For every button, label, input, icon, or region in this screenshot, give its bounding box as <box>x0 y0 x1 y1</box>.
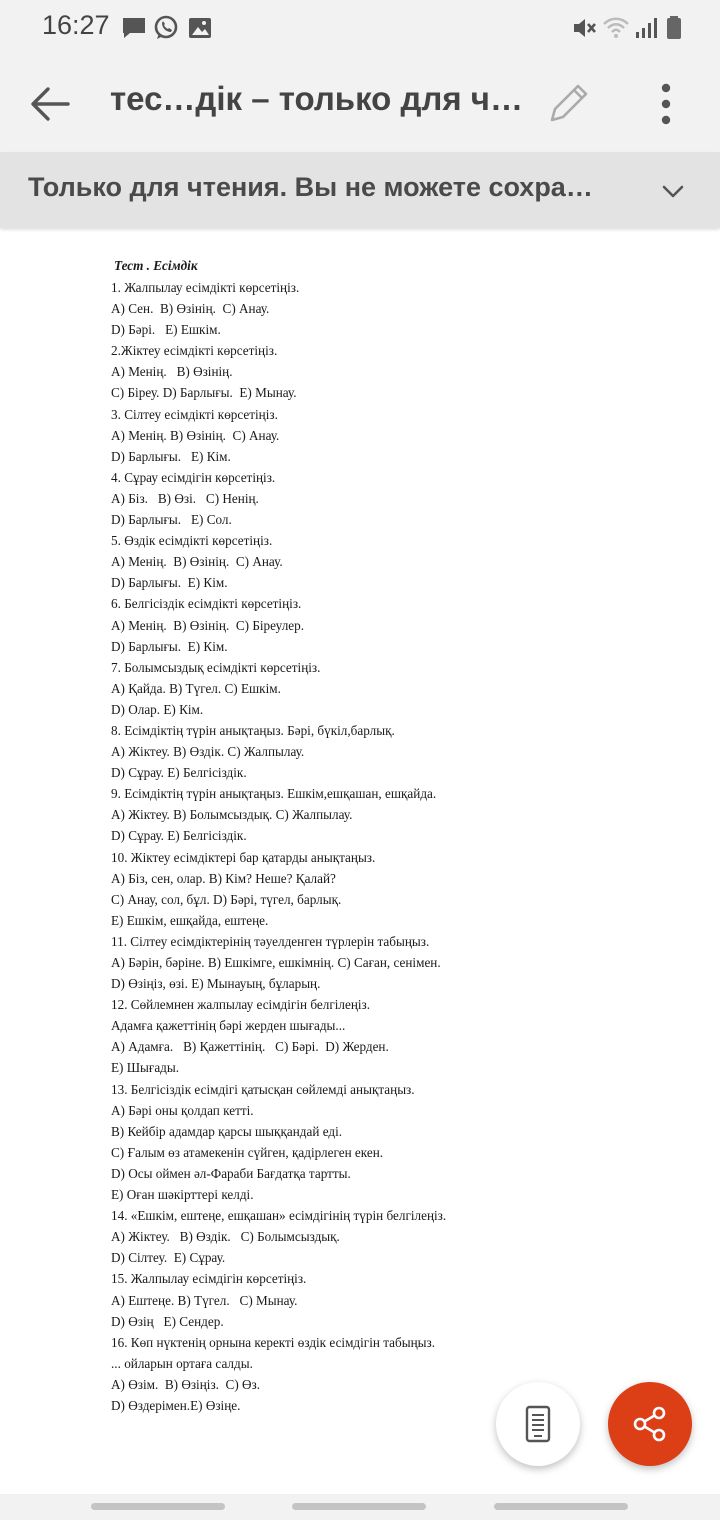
message-icon <box>120 14 148 42</box>
document-line: 14. «Ешкім, ештеңе, ешқашан» есімдігінің түрін белгілеңіз. <box>111 1208 447 1224</box>
wifi-icon <box>602 14 630 42</box>
document-line: A) Ештеңе. B) Түгел. C) Мынау. <box>111 1292 298 1308</box>
nav-recents-button[interactable] <box>91 1503 225 1510</box>
document-line: D) Өзің E) Сендер. <box>111 1313 224 1329</box>
document-line: A) Жіктеу. B) Өздік. C) Болымсыздық. <box>111 1229 340 1245</box>
document-line: A) Бәрі оны қолдап кетті. <box>111 1102 254 1118</box>
document-heading: Тест . Есімдік <box>114 258 198 273</box>
document-line: 11. Сілтеу есімдіктерінің тәуелденген түрлерін табыңыз. <box>111 933 430 949</box>
document-line: C) Анау, сол, бұл. D) Бәрі, түгел, барлық. <box>111 891 342 907</box>
arrow-left-icon[interactable] <box>22 78 78 130</box>
battery-icon <box>660 14 688 42</box>
document-line: D) Осы оймен әл-Фараби Бағдатқа тартты. <box>111 1165 351 1181</box>
document-line: 10. Жіктеу есімдіктері бар қатарды анықтаңыз. <box>111 849 376 865</box>
document-line: D) Бәрі. E) Ешкім. <box>111 322 221 338</box>
document-line: D) Олар. E) Кім. <box>111 701 204 717</box>
document-line: 15. Жалпылау есімдігін көрсетіңіз. <box>111 1271 307 1287</box>
document-line: 13. Белгісіздік есімдігі қатысқан сөйлемді анықтаңыз. <box>111 1081 415 1097</box>
document-line: E) Ешкім, ешқайда, ештеңе. <box>111 912 269 928</box>
document-line: A) Менің. B) Өзінің. C) Анау. <box>111 427 280 443</box>
document-line: A) Өзім. B) Өзіңіз. C) Өз. <box>111 1376 261 1392</box>
document-line: D) Сілтеу. E) Сұрау. <box>111 1250 226 1266</box>
more-vert-icon[interactable] <box>646 78 686 130</box>
document-line: Адамға қажеттінің бәрі жерден шығады... <box>111 1018 346 1034</box>
document-line: 7. Болымсыздық есімдікті көрсетіңіз. <box>111 659 321 675</box>
signal-icon <box>632 14 660 42</box>
document-line: 16. Көп нүктенің орнына керекті өздік есімдігін табыңыз. <box>111 1334 436 1350</box>
banner-text: Только для чтения. Вы не можете сохра… <box>28 172 593 202</box>
pencil-icon[interactable] <box>544 78 594 128</box>
document-line: 9. Есімдіктің түрін анықтаңыз. Ешкім,ешқашан, ешқайда. <box>111 786 437 802</box>
document-line: D) Сұрау. E) Белгісіздік. <box>111 765 247 781</box>
document-line: A) Қайда. B) Түгел. C) Ешкім. <box>111 680 281 696</box>
status-time: 16:27 <box>42 10 110 40</box>
read-only-banner[interactable] <box>0 152 720 228</box>
document-line: B) Кейбір адамдар қарсы шыққандай еді. <box>111 1123 343 1139</box>
document-line: E) Оған шәкірттері келді. <box>111 1187 254 1203</box>
mute-icon <box>570 14 598 42</box>
document-line: D) Өздерімен.E) Өзіңе. <box>111 1397 241 1413</box>
document-line: 8. Есімдіктің түрін анықтаңыз. Бәрі, бүкіл,барлық. <box>111 722 395 738</box>
document-line: D) Барлығы. E) Сол. <box>111 512 232 528</box>
document-line: A) Адамға. B) Қажеттінің. C) Бәрі. D) Жерден. <box>111 1039 389 1055</box>
document-line: D) Барлығы. E) Кім. <box>111 638 228 654</box>
app-bar <box>0 56 720 152</box>
system-nav-bar <box>0 1494 720 1520</box>
share-button[interactable] <box>608 1382 692 1466</box>
document-line: A) Жіктеу. B) Өздік. C) Жалпылау. <box>111 744 305 760</box>
document-line: 3. Сілтеу есімдікті көрсетіңіз. <box>111 406 278 422</box>
document-line: 5. Өздік есімдікті көрсетіңіз. <box>111 533 273 549</box>
document-line: ... ойларын ортаға салды. <box>111 1355 253 1371</box>
document-line: A) Біз. B) Өзі. C) Ненің. <box>111 490 259 506</box>
document-line: E) Шығады. <box>111 1060 180 1076</box>
document-line: A) Менің. B) Өзінің. <box>111 364 233 380</box>
document-title: тес…дік – только для ч… <box>110 80 523 117</box>
whatsapp-icon <box>152 14 180 42</box>
document-line: 6. Белгісіздік есімдікті көрсетіңіз. <box>111 596 302 612</box>
share-icon <box>630 1404 670 1444</box>
reading-view-icon <box>518 1404 558 1444</box>
document-line: C) Ғалым өз атамекенін сүйген, қадірлеген екен. <box>111 1144 384 1160</box>
document-line: A) Менің. B) Өзінің. C) Анау. <box>111 554 283 570</box>
document-line: D) Барлығы. E) Кім. <box>111 448 231 464</box>
document-line: 1. Жалпылау есімдікті көрсетіңіз. <box>111 280 300 295</box>
document-line: D) Өзіңіз, өзі. E) Мынауың, бұларың. <box>111 976 321 992</box>
gallery-icon <box>186 14 214 42</box>
document-page <box>111 256 711 1416</box>
document-line: A) Бәрін, бәріне. B) Ешкімге, ешкімнің. C) Саған, сенімен. <box>111 955 441 970</box>
document-line: D) Сұрау. E) Белгісіздік. <box>111 828 247 844</box>
chevron-down-icon[interactable] <box>656 174 690 208</box>
document-line: C) Біреу. D) Барлығы. E) Мынау. <box>111 385 297 401</box>
document-body <box>111 277 711 1416</box>
document-line: A) Менің. B) Өзінің. C) Біреулер. <box>111 617 305 633</box>
document-line: 4. Сұрау есімдігін көрсетіңіз. <box>111 469 276 485</box>
document-line: A) Жіктеу. B) Болымсыздық. C) Жалпылау. <box>111 807 353 823</box>
document-line: 2.Жіктеу есімдікті көрсетіңіз. <box>111 343 278 359</box>
document-line: A) Біз, сен, олар. B) Кім? Неше? Қалай? <box>111 870 336 886</box>
document-line: A) Сен. B) Өзінің. C) Анау. <box>111 301 270 317</box>
nav-home-button[interactable] <box>292 1503 426 1510</box>
status-bar <box>0 0 720 56</box>
reading-view-button[interactable] <box>496 1382 580 1466</box>
nav-back-button[interactable] <box>494 1503 628 1510</box>
document-line: 12. Сөйлемнен жалпылау есімдігін белгілеңіз. <box>111 997 371 1013</box>
document-line: D) Барлығы. E) Кім. <box>111 575 228 591</box>
